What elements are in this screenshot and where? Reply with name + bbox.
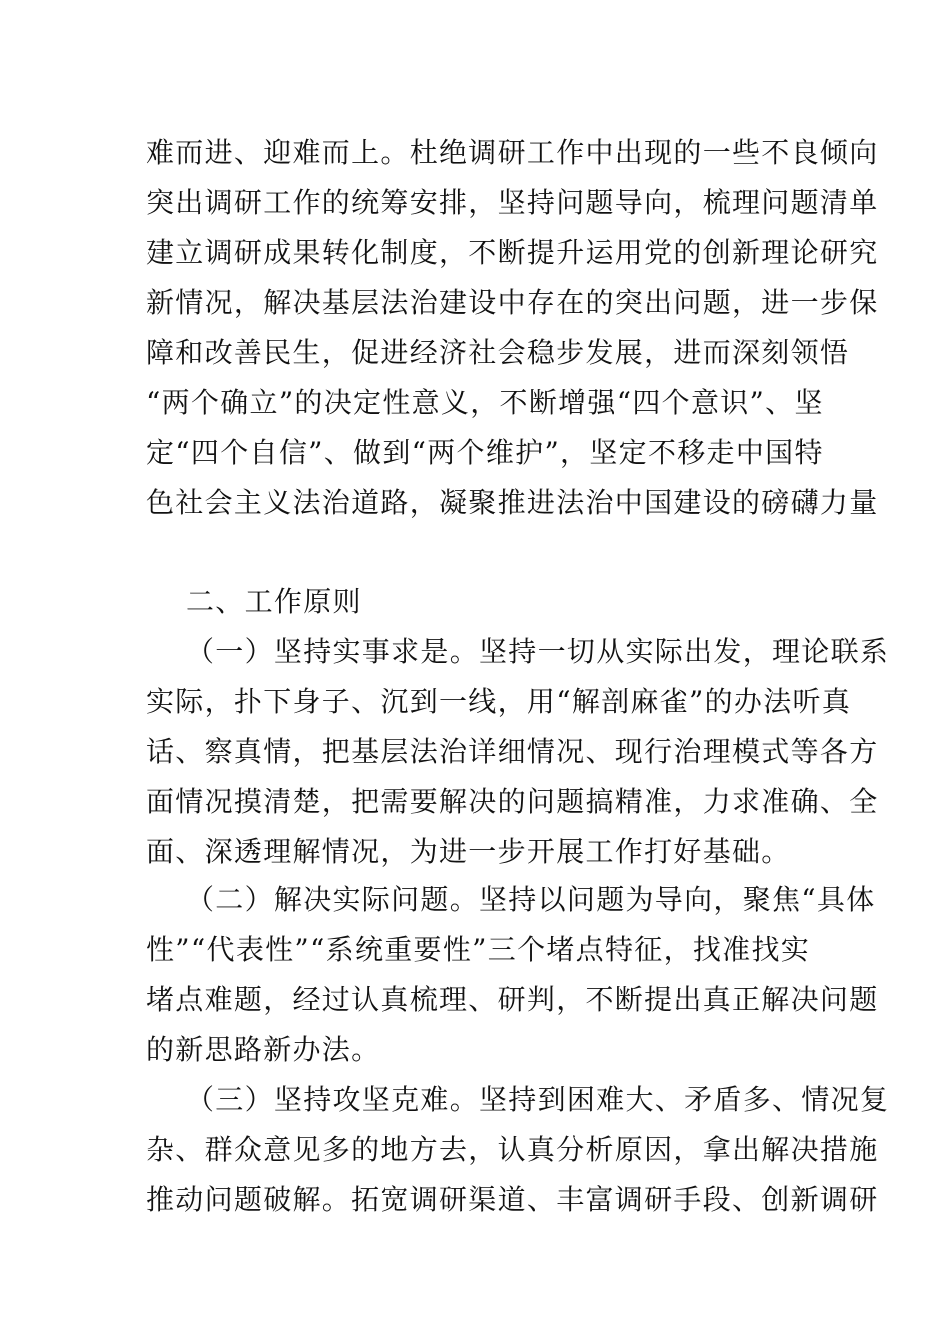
text-line: 新情况，解决基层法治建设中存在的突出问题，进一步保 [146,286,879,319]
text-line: 实际，扑下身子、沉到一线，用“解剖麻雀”的办法听真 [146,685,852,718]
text-line: （二）解决实际问题。坚持以问题为导向，聚焦“具体 [186,883,876,916]
text-line: 推动问题破解。拓宽调研渠道、丰富调研手段、创新调研 [146,1183,879,1216]
text-line: 面、深透理解情况，为进一步开展工作打好基础。 [146,835,791,868]
text-line: （一）坚持实事求是。坚持一切从实际出发，理论联系 [186,635,890,668]
text-line: 定“四个自信”、做到“两个维护”，坚定不移走中国特 [146,436,824,469]
section-heading: 二、工作原则 [186,585,362,618]
text-line: “两个确立”的决定性意义，不断增强“四个意识”、坚 [146,386,824,419]
text-line: 性”“代表性”“系统重要性”三个堵点特征，找准找实 [146,933,811,966]
text-line: （三）坚持攻坚克难。坚持到困难大、矛盾多、情况复 [186,1083,890,1116]
text-line: 面情况摸清楚，把需要解决的问题搞精准，力求准确、全 [146,785,879,818]
text-line: 话、察真情，把基层法治详细情况、现行治理模式等各方 [146,735,879,768]
text-line: 建立调研成果转化制度，不断提升运用党的创新理论研究 [146,236,879,269]
text-line: 堵点难题，经过认真梳理、研判，不断提出真正解决问题 [146,983,879,1016]
text-line: 障和改善民生，促进经济社会稳步发展，进而深刻领悟 [146,336,850,369]
text-line: 的新思路新办法。 [146,1033,381,1066]
text-line: 突出调研工作的统筹安排，坚持问题导向，梳理问题清单 [146,186,879,219]
text-line: 难而进、迎难而上。杜绝调研工作中出现的一些不良倾向 [146,136,879,169]
text-line: 色社会主义法治道路，凝聚推进法治中国建设的磅礴力量 [146,486,879,519]
text-line: 杂、群众意见多的地方去，认真分析原因，拿出解决措施 [146,1133,879,1166]
